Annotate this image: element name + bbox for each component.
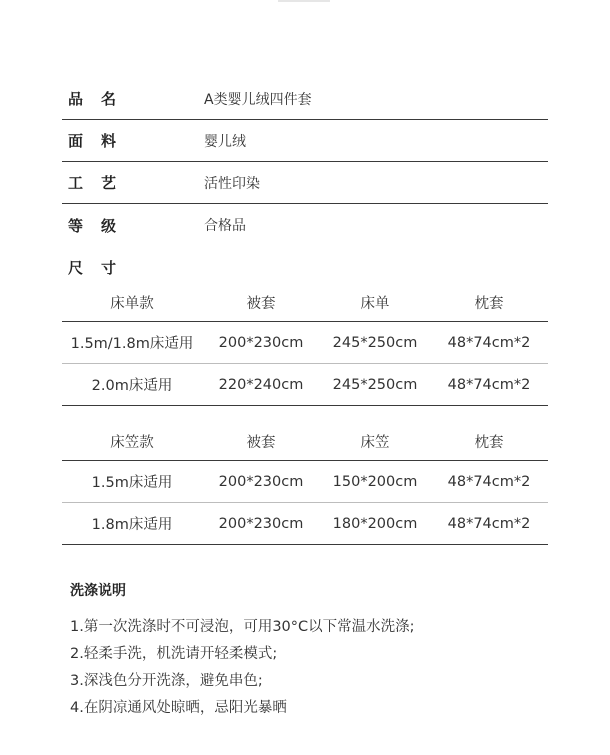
spec-row-name bbox=[62, 78, 548, 120]
table-row bbox=[62, 461, 548, 503]
table-cell: 150*200cm bbox=[320, 461, 430, 503]
size-table-fitted bbox=[62, 422, 548, 545]
table-cell: 180*200cm bbox=[320, 503, 430, 545]
table-header-cell: 床单 bbox=[320, 283, 430, 322]
size-table-sheet bbox=[62, 283, 548, 406]
table-header-cell: 被套 bbox=[202, 283, 320, 322]
table-header-cell: 被套 bbox=[202, 422, 320, 461]
wash-line: 2.轻柔手洗，机洗请开轻柔模式; bbox=[70, 646, 278, 662]
table-header-cell: 床笠 bbox=[320, 422, 430, 461]
table-row bbox=[62, 364, 548, 406]
spec-row-fabric bbox=[62, 120, 548, 162]
wash-line: 3.深浅色分开洗涤，避免串色; bbox=[70, 673, 263, 689]
table-cell: 48*74cm*2 bbox=[430, 322, 548, 364]
wash-line: 1.第一次洗涤时不可浸泡，可用30°C以下常温水洗涤; bbox=[70, 619, 415, 635]
table-header-row bbox=[62, 283, 548, 322]
table-cell: 200*230cm bbox=[202, 461, 320, 503]
table-row bbox=[62, 322, 548, 364]
table-header-cell: 床单款 bbox=[62, 283, 202, 322]
table-cell: 2.0m床适用 bbox=[62, 364, 202, 406]
table-header-cell: 床笠款 bbox=[62, 422, 202, 461]
table-cell: 1.8m床适用 bbox=[62, 503, 202, 545]
spec-key: 尺寸 bbox=[68, 258, 135, 277]
spec-value: 婴儿绒 bbox=[204, 133, 246, 150]
wash-line: 4.在阴凉通风处晾晒，忌阳光暴晒 bbox=[70, 700, 287, 716]
table-cell: 48*74cm*2 bbox=[430, 461, 548, 503]
table-row bbox=[62, 503, 548, 545]
table-cell: 200*230cm bbox=[202, 322, 320, 364]
spec-value: A类婴儿绒四件套 bbox=[204, 91, 312, 108]
table-header-cell: 枕套 bbox=[430, 283, 548, 322]
spec-key: 品名 bbox=[68, 90, 135, 108]
spec-key: 面料 bbox=[68, 132, 135, 150]
wash-title: 洗涤说明 bbox=[70, 583, 126, 599]
spec-row-size bbox=[62, 246, 548, 288]
wash-instructions bbox=[70, 580, 570, 722]
table-cell: 245*250cm bbox=[320, 364, 430, 406]
table-cell: 245*250cm bbox=[320, 322, 430, 364]
spec-key: 等级 bbox=[68, 216, 135, 235]
table-cell: 48*74cm*2 bbox=[430, 503, 548, 545]
spec-row-craft bbox=[62, 162, 548, 204]
spec-row-grade bbox=[62, 204, 548, 246]
table-cell: 1.5m床适用 bbox=[62, 461, 202, 503]
table-cell: 48*74cm*2 bbox=[430, 364, 548, 406]
table-header-cell: 枕套 bbox=[430, 422, 548, 461]
spec-key: 工艺 bbox=[68, 174, 135, 192]
table-cell: 1.5m/1.8m床适用 bbox=[62, 322, 202, 364]
top-divider-mark bbox=[278, 0, 330, 2]
spec-value: 活性印染 bbox=[204, 175, 260, 192]
spec-value: 合格品 bbox=[204, 218, 246, 234]
table-cell: 200*230cm bbox=[202, 503, 320, 545]
table-cell: 220*240cm bbox=[202, 364, 320, 406]
table-header-row bbox=[62, 422, 548, 461]
spec-list bbox=[62, 78, 548, 288]
